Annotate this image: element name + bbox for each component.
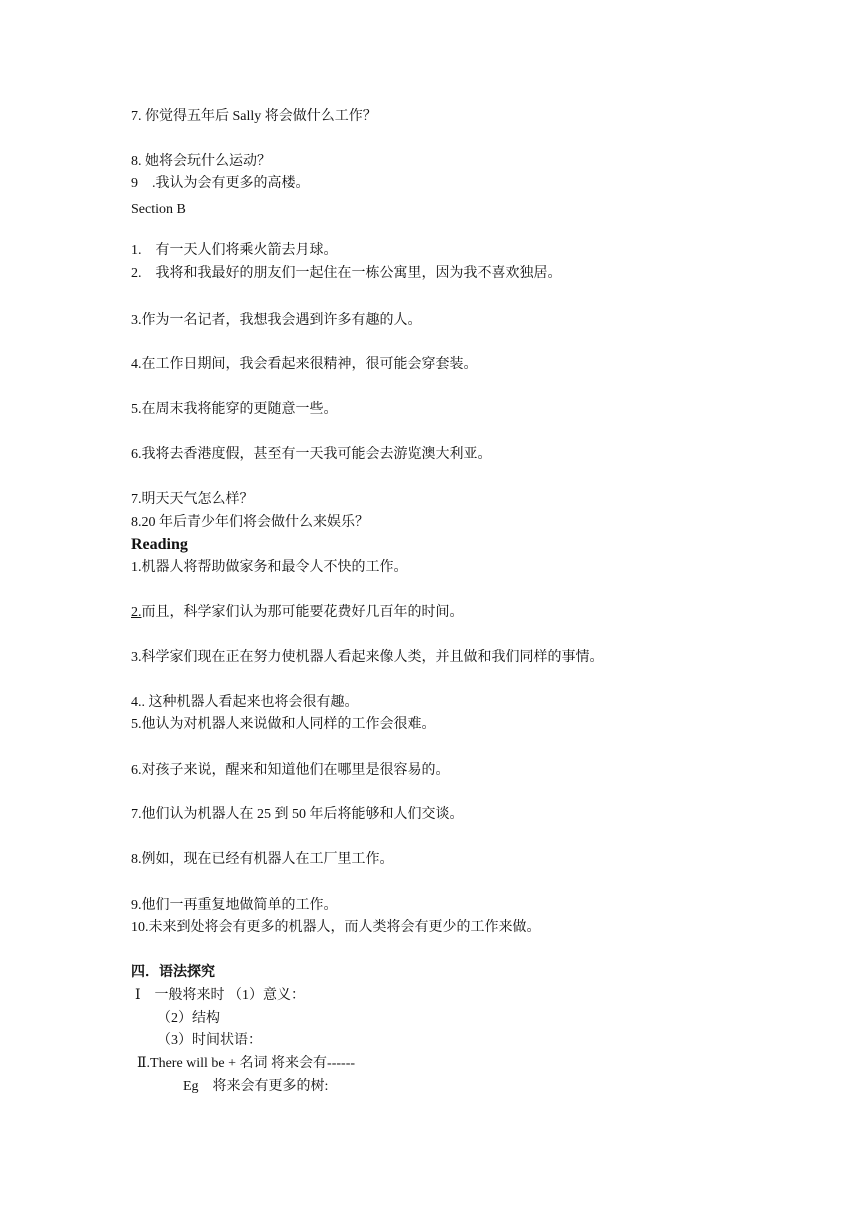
reading-item-5: 5.他认为对机器人来说做和人同样的工作会很难。 xyxy=(131,717,436,732)
section-b-item-3: 3.作为一名记者，我想我会遇到许多有趣的人。 xyxy=(131,313,422,328)
grammar-line-3: （3）时间状语： xyxy=(157,1033,262,1048)
reading-item-2 xyxy=(131,604,464,622)
grammar-line-5: Eg 将来会有更多的树: xyxy=(183,1079,329,1094)
section-b-item-1: 1. 有一天人们将乘火箭去月球。 xyxy=(131,243,338,258)
section-b-item-7: 7.明天天气怎么样？ xyxy=(131,492,254,507)
section-b-item-8: 8.20 年后青少年们将会做什么来娱乐？ xyxy=(131,515,369,530)
grammar-title: 四．语法探究 xyxy=(131,965,215,980)
reading-item-2-text: 而且，科学家们认为那可能要花费好几百年的时间。 xyxy=(141,605,464,620)
section-b-item-6: 6.我将去香港度假，甚至有一天我可能会去游览澳大利亚。 xyxy=(131,447,492,462)
reading-item-7: 7.他们认为机器人在 25 到 50 年后将能够和人们交谈。 xyxy=(131,807,464,822)
section-b-item-5: 5.在周末我将能穿的更随意一些。 xyxy=(131,402,338,417)
section-b-item-4: 4.在工作日期间，我会看起来很精神，很可能会穿套装。 xyxy=(131,357,478,372)
grammar-line-2: （2）结构 xyxy=(157,1011,220,1026)
question-8: 8. 她将会玩什么运动？ xyxy=(131,154,271,169)
reading-item-2-number: 2. xyxy=(131,605,142,620)
section-b-title: Section B xyxy=(131,202,186,217)
reading-item-8: 8.例如，现在已经有机器人在工厂里工作。 xyxy=(131,852,394,867)
question-7: 7. 你觉得五年后 Sally 将会做什么工作？ xyxy=(131,109,377,124)
section-b-item-2: 2. 我将和我最好的朋友们一起住在一栋公寓里，因为我不喜欢独居。 xyxy=(131,266,562,281)
reading-item-4: 4.. 这种机器人看起来也将会很有趣。 xyxy=(131,695,359,710)
reading-item-1: 1.机器人将帮助做家务和最令人不快的工作。 xyxy=(131,560,408,575)
grammar-line-4: Ⅱ.There will be + 名词 将来会有------ xyxy=(137,1056,356,1071)
reading-item-10: 10.未来到处将会有更多的机器人，而人类将会有更少的工作来做。 xyxy=(131,920,541,935)
reading-item-6: 6.对孩子来说，醒来和知道他们在哪里是很容易的。 xyxy=(131,763,450,778)
question-9: 9 .我认为会有更多的高楼。 xyxy=(131,176,310,191)
reading-item-9: 9.他们一再重复地做简单的工作。 xyxy=(131,898,338,913)
reading-item-3: 3.科学家们现在正在努力使机器人看起来像人类，并且做和我们同样的事情。 xyxy=(131,650,604,665)
grammar-line-1: Ⅰ 一般将来时 （1）意义： xyxy=(135,988,306,1003)
reading-title: Reading xyxy=(131,536,188,553)
